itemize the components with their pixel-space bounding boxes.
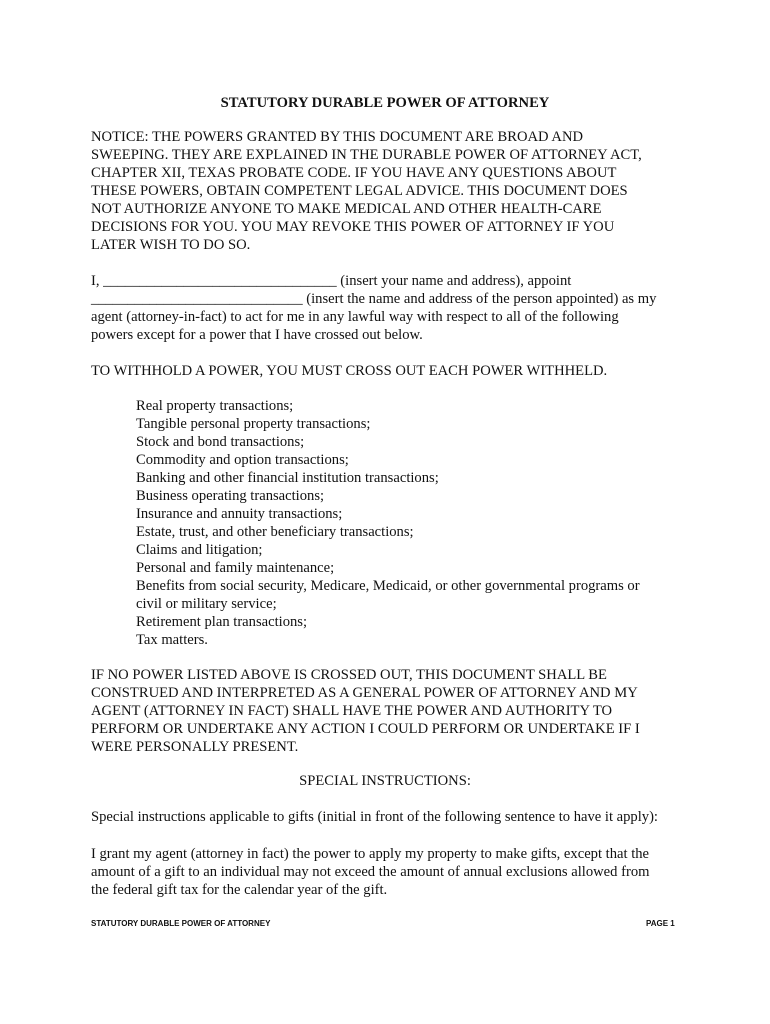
- general-power-line: IF NO POWER LISTED ABOVE IS CROSSED OUT, THIS DOCUMENT SHALL BE: [91, 667, 607, 683]
- notice-line: NOTICE: THE POWERS GRANTED BY THIS DOCUMENT ARE BROAD AND: [91, 129, 584, 145]
- power-item: Banking and other financial institution transactions;: [136, 470, 439, 486]
- power-item: Retirement plan transactions;: [136, 614, 308, 630]
- appointment-paragraph: [91, 272, 687, 344]
- notice-line: LATER WISH TO DO SO.: [91, 237, 251, 253]
- power-item: Estate, trust, and other beneficiary transactions;: [136, 524, 414, 540]
- notice-line: DECISIONS FOR YOU. YOU MAY REVOKE THIS POWER OF ATTORNEY IF YOU: [91, 219, 615, 235]
- power-item: Business operating transactions;: [136, 488, 325, 504]
- notice-line: SWEEPING. THEY ARE EXPLAINED IN THE DURABLE POWER OF ATTORNEY ACT,: [91, 147, 642, 163]
- power-item: Benefits from social security, Medicare, Medicaid, or other governmental programs or: [136, 578, 640, 594]
- general-power-paragraph: [91, 666, 687, 756]
- general-power-line: CONSTRUED AND INTERPRETED AS A GENERAL POWER OF ATTORNEY AND MY: [91, 685, 638, 701]
- power-item: Insurance and annuity transactions;: [136, 506, 343, 522]
- appointment-line: powers except for a power that I have crossed out below.: [91, 327, 423, 343]
- appointment-line-principal: I, ________________________________ (insert your name and address), appoint: [91, 273, 572, 289]
- appointment-line-agent: _____________________________ (insert the name and address of the person appointed) as my: [91, 291, 657, 307]
- power-item: Tax matters.: [136, 632, 208, 648]
- power-item: Tangible personal property transactions;: [136, 416, 371, 432]
- gift-grant-line: the federal gift tax for the calendar year of the gift.: [91, 882, 388, 898]
- power-item: Stock and bond transactions;: [136, 434, 305, 450]
- document-title: STATUTORY DURABLE POWER OF ATTORNEY: [220, 95, 550, 111]
- powers-list: [136, 397, 696, 649]
- general-power-line: PERFORM OR UNDERTAKE ANY ACTION I COULD PERFORM OR UNDERTAKE IF I: [91, 721, 640, 737]
- gifts-instruction: Special instructions applicable to gifts (initial in front of the following sentence to have it apply):: [91, 809, 658, 825]
- general-power-line: WERE PERSONALLY PRESENT.: [91, 739, 299, 755]
- gift-grant-line: amount of a gift to an individual may not exceed the amount of annual exclusions allowed from: [91, 864, 650, 880]
- special-instructions-heading: SPECIAL INSTRUCTIONS:: [299, 773, 471, 789]
- general-power-line: AGENT (ATTORNEY IN FACT) SHALL HAVE THE POWER AND AUTHORITY TO: [91, 703, 613, 719]
- gift-grant-paragraph: [91, 845, 687, 899]
- appointment-line: agent (attorney-in-fact) to act for me in any lawful way with respect to all of the following: [91, 309, 619, 325]
- power-item: Real property transactions;: [136, 398, 294, 414]
- footer-page-number: PAGE 1: [646, 919, 675, 928]
- power-item: Claims and litigation;: [136, 542, 263, 558]
- notice-line: THESE POWERS, OBTAIN COMPETENT LEGAL ADVICE. THIS DOCUMENT DOES: [91, 183, 628, 199]
- withhold-instruction: TO WITHHOLD A POWER, YOU MUST CROSS OUT EACH POWER WITHHELD.: [91, 363, 608, 379]
- footer-document-title: STATUTORY DURABLE POWER OF ATTORNEY: [91, 919, 271, 928]
- notice-paragraph: [91, 128, 687, 254]
- power-item: civil or military service;: [136, 596, 277, 612]
- notice-line: NOT AUTHORIZE ANYONE TO MAKE MEDICAL AND OTHER HEALTH-CARE: [91, 201, 602, 217]
- power-item: Commodity and option transactions;: [136, 452, 349, 468]
- notice-line: CHAPTER XII, TEXAS PROBATE CODE. IF YOU HAVE ANY QUESTIONS ABOUT: [91, 165, 617, 181]
- power-item: Personal and family maintenance;: [136, 560, 335, 576]
- gift-grant-line: I grant my agent (attorney in fact) the power to apply my property to make gifts, except that the: [91, 846, 650, 862]
